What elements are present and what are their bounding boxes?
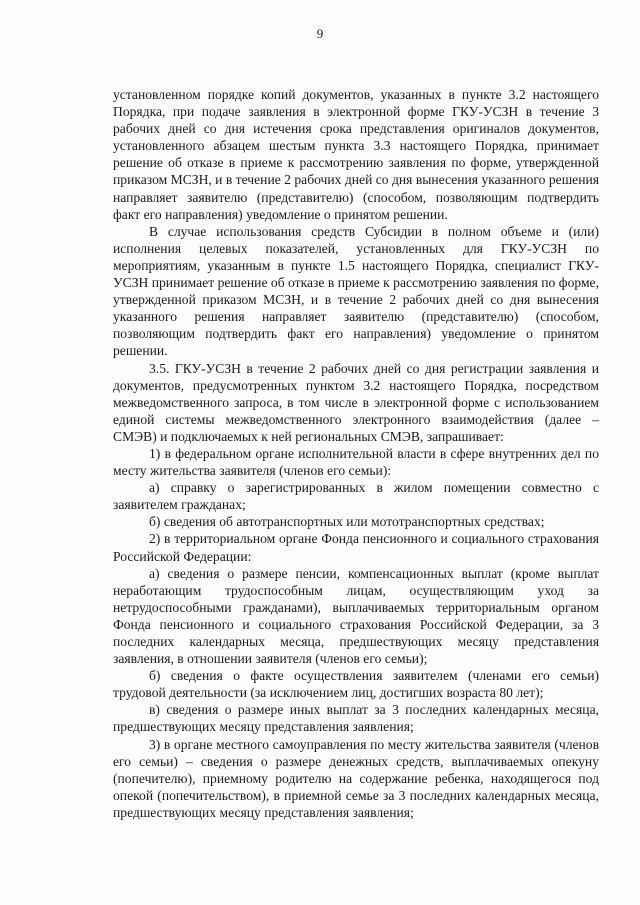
paragraph-3-5: 3.5. ГКУ-УСЗН в течение 2 рабочих дней со дня регистрации заявления и документов, предусмотренных пунктом 3.2 настоящего Порядка, посредством межведомственного запроса, в том числе в электронной форме с использованием единой системы межведомственного электронного взаимодействия (далее – СМЭВ) и подключаемых к ней региональных СМЭВ, запрашивает: xyxy=(113,360,599,444)
list-item-2b: б) сведения о факте осуществления заявителем (членами его семьи) трудовой деятельности (за исключением лиц, достигших возраста 80 лет); xyxy=(113,668,599,701)
list-item-1a: а) справку о зарегистрированных в жилом помещении совместно с заявителем гражданах; xyxy=(113,480,599,513)
list-item-3: 3) в органе местного самоуправления по месту жительства заявителя (членов его семьи) – сведения о размере денежных средств, выплачиваемых опекуну (попечителю), приемному родителю на содержание ребенка, находящегося под опекой (попечительством), в приемной семье за 3 последних календарных месяца, предшествующих месяцу представления заявления; xyxy=(113,736,599,820)
list-item-1b: б) сведения об автотранспортных или мототранспортных средствах; xyxy=(149,514,545,530)
list-item-2a: а) сведения о размере пенсии, компенсационных выплат (кроме выплат неработающим трудоспособным лицам, осуществляющим уход за нетрудоспособными гражданами), выплачиваемых территориальным органом Фонда пенсионного и социального страхования Российской Федерации, за 3 последних календарных месяца, предшествующих месяцу представления заявления, в отношении заявителя (членов его семьи); xyxy=(113,565,599,667)
paragraph-2: В случае использования средств Субсидии в полном объеме и (или) исполнения целевых показателей, установленных для ГКУ-УСЗН по мероприятиям, указанным в пункте 1.5 настоящего Порядка, специалист ГКУ-УСЗН принимает решение об отказе в приеме к рассмотрению заявления по форме, утвержденной приказом МСЗН, и в течение 2 рабочих дней со дня вынесения указанного решения направляет заявителю (представителю) (способом, позволяющим подтвердить факт его направления) уведомление о принятом решении. xyxy=(113,223,599,359)
paragraph-1: установленном порядке копий документов, указанных в пункте 3.2 настоящего Порядка, при подаче заявления в электронной форме ГКУ-УСЗН в течение 3 рабочих дней со дня истечения срока представления оригиналов документов, установленного абзацем шестым пункта 3.3 настоящего Порядка, принимает решение об отказе в приеме к рассмотрению заявления по форме, утвержденной приказом МСЗН, и в течение 2 рабочих дней со дня вынесения указанного решения направляет заявителю (представителю) (способом, позволяющим подтвердить факт его направления) уведомление о принятом решении. xyxy=(113,87,600,222)
list-item-1: 1) в федеральном органе исполнительной власти в сфере внутренних дел по месту жительства заявителя (членов его семьи): xyxy=(113,445,599,479)
document-body xyxy=(113,86,599,821)
list-item-2c: в) сведения о размере иных выплат за 3 последних календарных месяца, предшествующих месяцу представления заявления; xyxy=(113,702,599,735)
page-number: 9 xyxy=(316,26,324,41)
list-item-2: 2) в территориальном органе Фонда пенсионного и социального страхования Российской Федерации: xyxy=(113,531,599,564)
